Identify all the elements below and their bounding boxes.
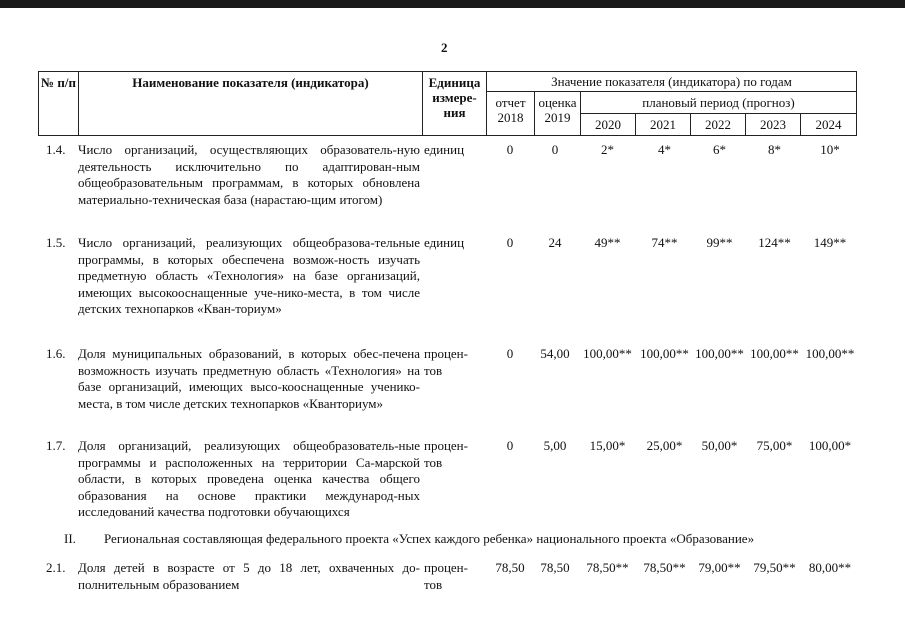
value-2019: 0 [551, 142, 559, 157]
value-2023: 79,50** [753, 560, 796, 575]
value-2023: 124** [758, 235, 791, 250]
row-number: 1.5. [46, 235, 66, 250]
value-2018: 0 [506, 235, 514, 250]
value-2021: 4* [658, 142, 671, 157]
indicator-unit: процен-тов [424, 560, 468, 592]
value-2019: 54,00 [540, 346, 570, 361]
value-2020: 100,00** [583, 346, 632, 361]
value-2018: 0 [506, 346, 514, 361]
header-num: № п/п [39, 72, 79, 136]
value-2019: 24 [548, 235, 562, 250]
header-report: отчет 2018 [487, 92, 535, 136]
header-year-2024: 2024 [801, 114, 857, 136]
value-2024: 149** [813, 235, 847, 250]
section-number: II. [64, 531, 76, 546]
header-name: Наименование показателя (индикатора) [79, 72, 423, 136]
value-2023: 8* [768, 142, 781, 157]
header-estimate: оценка 2019 [535, 92, 581, 136]
value-2024: 10* [820, 142, 840, 157]
value-2021: 74** [651, 235, 678, 250]
row-number: 1.4. [46, 142, 66, 157]
value-2022: 50,00* [701, 438, 738, 453]
indicator-unit: процен-тов [424, 438, 468, 470]
value-2022: 100,00** [695, 346, 744, 361]
value-2020: 78,50** [586, 560, 629, 575]
value-2024: 100,00* [808, 438, 852, 453]
value-2020: 49** [594, 235, 621, 250]
value-2023: 100,00** [750, 346, 799, 361]
value-2018: 0 [506, 438, 514, 453]
indicator-name: Доля детей в возрасте от 5 до 18 лет, охваченных до-полнительным образованием [78, 560, 420, 592]
value-2024: 100,00** [805, 346, 855, 361]
scan-top-edge [0, 0, 905, 8]
section-title: Региональная составляющая федерального проекта «Успех каждого ребенка» национального проекта «Образование» [104, 531, 755, 546]
value-2020: 2* [601, 142, 614, 157]
value-2022: 6* [713, 142, 726, 157]
indicator-unit: процен-тов [424, 346, 468, 378]
header-plan: плановый период (прогноз) [581, 92, 857, 114]
indicator-name: Число организаций, реализующих общеобразова-тельные программы, в которых обеспечена возмож-ность изучать предметную область «Технология» на базе организаций, имеющих высокооснащенные уче-нико-места, в том числе детских технопарков «Кван-ториум» [78, 235, 420, 316]
value-2023: 75,00* [756, 438, 793, 453]
indicator-name: Доля муниципальных образований, в которых обес-печена возможность изучать предметную область «Технология» на базе организаций, имеющих высо-кооснащенные ученико-места, в том числе детских технопарков «Кванториум» [78, 346, 420, 411]
value-2021: 78,50** [643, 560, 686, 575]
value-2021: 100,00** [640, 346, 689, 361]
value-2018: 78,50 [495, 560, 525, 575]
value-2018: 0 [506, 142, 514, 157]
indicator-unit: единиц [424, 235, 465, 250]
value-2021: 25,00* [646, 438, 683, 453]
value-2022: 99** [706, 235, 733, 250]
row-number: 1.7. [46, 438, 66, 453]
header-year-2021: 2021 [636, 114, 691, 136]
header-year-2023: 2023 [746, 114, 801, 136]
page-number: 2 [441, 40, 448, 55]
indicator-name: Число организаций, осуществляющих образователь-ную деятельность исключительно по адаптирован-ным общеобразовательным программам, в которых обновлена материально-техническая база (нарастаю-щим итогом) [78, 142, 420, 207]
value-2024: 80,00** [808, 560, 852, 575]
header-unit: Единица измере-ния [423, 72, 487, 136]
section-heading [64, 531, 754, 547]
value-2022: 79,00** [698, 560, 741, 575]
header-year-2020: 2020 [581, 114, 636, 136]
indicator-name: Доля организаций, реализующих общеобразователь-ные программы и расположенных на территории Са-марской области, в которых проведена оценка качества общего образования на основе практики международ-ных исследований качества подготовки обучающихся [78, 438, 420, 519]
header-values: Значение показателя (индикатора) по годам [487, 72, 857, 92]
value-2020: 15,00* [589, 438, 626, 453]
value-2019: 5,00 [543, 438, 567, 453]
row-number: 2.1. [46, 560, 66, 575]
row-number: 1.6. [46, 346, 66, 361]
indicator-unit: единиц [424, 142, 465, 157]
value-2019: 78,50 [540, 560, 570, 575]
header-year-2022: 2022 [691, 114, 746, 136]
indicator-table-header [38, 71, 857, 136]
